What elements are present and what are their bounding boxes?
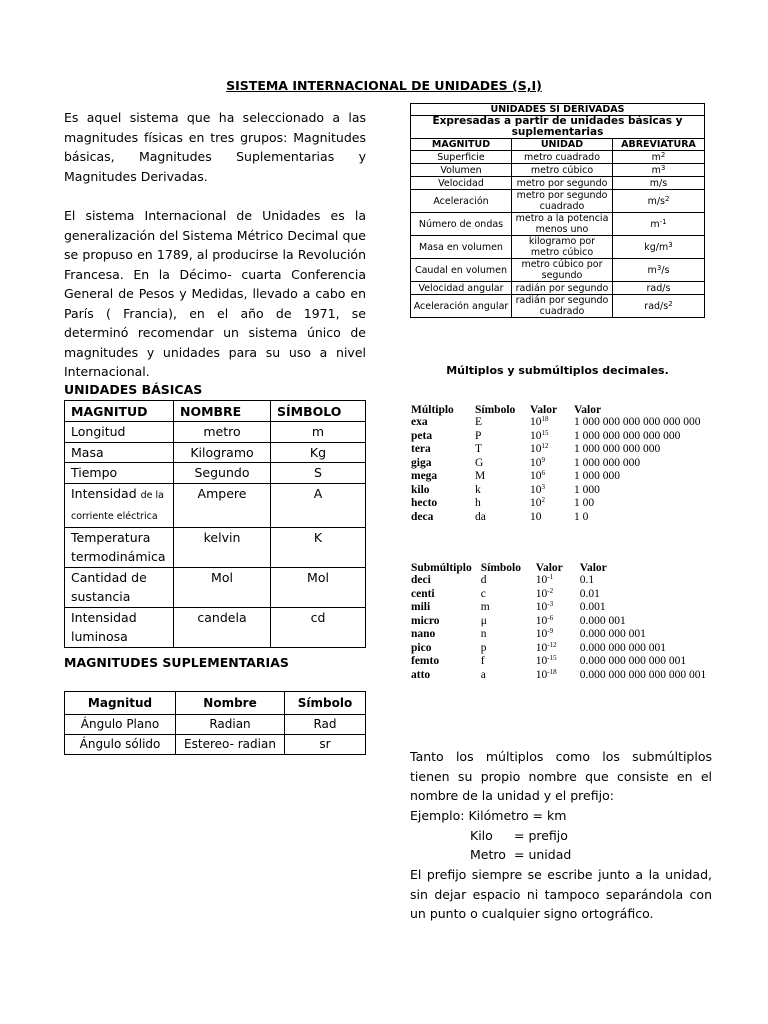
prefix-cell: deca [411, 510, 434, 523]
symbol-cell: K [271, 527, 366, 567]
power-cell [536, 642, 580, 656]
magnitude-cell: Volumen [411, 164, 512, 177]
prefix-cell: centi [411, 587, 435, 600]
abbreviation-tail: /s [661, 264, 670, 276]
magnitude-cell: Caudal en volumen [411, 259, 512, 282]
table-row [411, 574, 710, 588]
symbol-cell: da [475, 510, 486, 523]
symbol-cell: T [475, 443, 483, 455]
value-cell: 1 000 000 000 000 000 000 [574, 416, 701, 428]
symbol-cell: p [480, 641, 487, 654]
table-row [411, 470, 704, 484]
power-cell [530, 430, 574, 444]
kilo-meaning: = prefijo [514, 828, 568, 843]
symbol-cell: cd [271, 607, 366, 647]
table-row [65, 483, 366, 527]
abbreviation-exponent: 3 [656, 263, 662, 272]
power-cell [536, 669, 580, 683]
power-base: 10 [530, 470, 542, 482]
name-cell: Segundo [174, 463, 271, 484]
power-cell [530, 416, 574, 430]
kilo-line [470, 826, 710, 846]
column-header: UNIDAD [512, 139, 613, 151]
value-cell: 0.000 001 [579, 614, 626, 627]
power-exponent: 2 [541, 496, 545, 504]
power-base: 10 [530, 429, 542, 442]
name-cell: candela [174, 607, 271, 647]
prefix-cell: giga [411, 456, 432, 469]
power-exponent: -9 [547, 627, 554, 635]
table-row [411, 457, 704, 471]
abbreviation-text: rad/s [646, 282, 671, 294]
table-row [411, 236, 705, 259]
power-exponent: 3 [541, 482, 545, 491]
magnitude-cell: Intensidad luminosa [65, 607, 174, 647]
column-header: Valor [574, 404, 602, 416]
value-cell: 0.001 [579, 601, 606, 613]
symbol-cell: μ [480, 614, 487, 627]
power-exponent: 9 [541, 455, 545, 464]
magnitude-cell: Velocidad [411, 177, 512, 190]
table-row [411, 177, 705, 190]
power-exponent: -6 [547, 613, 554, 622]
unit-cell: radián por segundo cuadrado [512, 295, 613, 318]
table-row [411, 655, 710, 669]
table-row [65, 735, 366, 755]
column-header: Nombre [176, 692, 285, 715]
supplementary-table [64, 691, 366, 755]
table-row [411, 497, 704, 511]
symbol-cell: d [480, 574, 487, 586]
abbreviation-text: m [651, 151, 661, 163]
abbreviation-exponent: -1 [659, 217, 667, 226]
column-header: Símbolo [285, 692, 366, 715]
power-base: 10 [530, 497, 542, 509]
prefix-cell: atto [411, 668, 431, 681]
magnitude-cell: Ángulo Plano [65, 715, 176, 735]
column-header: Valor [579, 562, 607, 574]
unit-cell: kilogramo por metro cúbico [512, 236, 613, 259]
power-exponent: 12 [541, 442, 549, 450]
symbol-cell: h [475, 497, 481, 509]
abbreviation-cell [613, 295, 705, 318]
table-row [411, 190, 705, 213]
magnitude-text: Intensidad [71, 485, 137, 501]
column-header: Símbolo [480, 562, 521, 574]
table-header-row [411, 404, 704, 416]
symbol-cell: n [480, 628, 487, 640]
prefix-cell: micro [411, 614, 440, 627]
symbol-cell: m [480, 601, 490, 613]
power-base: 10 [535, 628, 548, 640]
abbreviation-text: m/s [647, 195, 665, 207]
basic-units-heading: UNIDADES BÁSICAS [64, 382, 203, 397]
column-header: Magnitud [65, 692, 176, 715]
table-row [65, 442, 366, 463]
table-row [411, 443, 704, 457]
power-exponent: 6 [541, 469, 545, 477]
value-cell: 0.000 000 001 [579, 628, 646, 640]
power-cell [536, 615, 580, 629]
metro-meaning: = unidad [514, 847, 572, 862]
prefix-cell: exa [411, 416, 428, 428]
table-row [411, 615, 710, 629]
power-cell [530, 457, 574, 471]
closing-paragraph: El prefijo siempre se escribe junto a la unidad, sin dejar espacio ni tampoco separándola con un punto o cualquier signo ortográfico. [410, 867, 712, 921]
symbol-cell: c [480, 587, 486, 600]
value-cell: 1 000 [574, 483, 600, 496]
multiples-title: Múltiplos y submúltiplos decimales. [446, 364, 669, 377]
power-exponent: 15 [541, 428, 549, 437]
abbreviation-cell [613, 282, 705, 295]
magnitude-cell: Aceleración angular [411, 295, 512, 318]
abbreviation-text: m [647, 264, 657, 276]
unit-cell: metro cuadrado [512, 151, 613, 164]
symbol-cell: G [475, 456, 484, 469]
power-exponent: -3 [547, 600, 554, 608]
prefix-cell: peta [411, 429, 433, 442]
submultiples-table [411, 562, 710, 682]
column-header: Valor [530, 404, 558, 416]
power-cell [536, 601, 580, 615]
magnitude-cell [65, 483, 174, 527]
symbol-cell: a [480, 668, 486, 681]
table-row [411, 642, 710, 656]
power-base: 10 [535, 668, 548, 681]
power-cell [530, 511, 574, 525]
symbol-cell: P [475, 429, 482, 442]
power-base: 10 [535, 601, 548, 613]
metro-line [470, 845, 710, 865]
symbol-cell: S [271, 463, 366, 484]
table-row [411, 484, 704, 498]
magnitude-note: de la corriente eléctrica [71, 489, 164, 522]
power-cell [530, 484, 574, 498]
unit-cell: metro cúbico [512, 164, 613, 177]
table-row [411, 164, 705, 177]
magnitude-cell: Cantidad de sustancia [65, 567, 174, 607]
derived-table-subtitle: Expresadas a partir de unidades básicas y suplementarias [411, 116, 705, 139]
kilo-term: Kilo [470, 828, 493, 843]
power-exponent: -1 [547, 573, 554, 581]
magnitude-cell: Longitud [65, 422, 174, 443]
page-title: SISTEMA INTERNACIONAL DE UNIDADES (S,I) [226, 78, 542, 93]
value-cell: 1 000 000 000 000 000 [574, 429, 681, 442]
prefix-cell: pico [411, 641, 432, 654]
value-cell: 1 00 [574, 497, 595, 509]
column-header: MAGNITUD [411, 139, 512, 151]
abbreviation-cell [613, 190, 705, 213]
derived-units-table [410, 103, 705, 318]
table-row [65, 715, 366, 735]
power-base: 10 [530, 456, 542, 469]
abbreviation-exponent: 3 [660, 163, 666, 172]
table-row [411, 151, 705, 164]
unit-cell: radián por segundo [512, 282, 613, 295]
value-cell: 0.1 [579, 574, 595, 586]
abbreviation-exponent: 2 [668, 299, 673, 308]
unit-cell: metro por segundo cuadrado [512, 190, 613, 213]
abbreviation-exponent: 2 [660, 150, 666, 159]
table-row [411, 628, 710, 642]
name-cell: metro [174, 422, 271, 443]
prefix-cell: tera [411, 443, 431, 455]
power-exponent: -15 [547, 654, 557, 662]
power-cell [530, 470, 574, 484]
value-cell: 1 0 [574, 510, 589, 523]
unit-cell: metro por segundo [512, 177, 613, 190]
symbol-cell: A [271, 483, 366, 527]
metro-term: Metro [470, 847, 506, 862]
prefix-cell: femto [411, 655, 440, 667]
column-header: Múltiplo [411, 404, 454, 416]
abbreviation-cell [613, 213, 705, 236]
table-row [411, 259, 705, 282]
power-cell [536, 574, 580, 588]
table-row [65, 463, 366, 484]
table-row [411, 430, 704, 444]
symbol-cell: Mol [271, 567, 366, 607]
symbol-cell: f [480, 655, 485, 667]
table-header-row [411, 562, 710, 574]
table-row [411, 282, 705, 295]
symbol-cell: M [475, 470, 486, 482]
prefix-explanation: Tanto los múltiplos como los submúltiplos tienen su propio nombre que consiste en el nombre de la unidad y el prefijo: [410, 749, 712, 803]
name-cell: Kilogramo [174, 442, 271, 463]
value-cell: 1 000 000 [574, 470, 620, 482]
symbol-cell: Kg [271, 442, 366, 463]
table-row [411, 213, 705, 236]
abbreviation-cell [613, 151, 705, 164]
value-cell: 0.01 [579, 587, 600, 600]
column-header: Valor [535, 562, 563, 574]
symbol-cell: k [475, 483, 481, 496]
multiples-table [411, 404, 704, 524]
table-row [65, 567, 366, 607]
prefix-cell: deci [411, 574, 431, 586]
power-exponent: 18 [541, 415, 549, 423]
power-cell [536, 628, 580, 642]
prefix-cell: hecto [411, 497, 438, 509]
magnitude-cell: Temperatura termodinámica [65, 527, 174, 567]
abbreviation-text: m [651, 164, 661, 176]
power-base: 10 [530, 416, 542, 428]
table-row [65, 607, 366, 647]
power-cell [536, 655, 580, 669]
power-base: 10 [535, 587, 548, 600]
name-cell: kelvin [174, 527, 271, 567]
value-cell: 0.000 000 000 001 [579, 641, 666, 654]
power-cell [536, 588, 580, 602]
column-header: Submúltiplo [411, 562, 472, 574]
power-base: 10 [535, 641, 548, 654]
symbol-cell: E [475, 416, 483, 428]
power-exponent: -18 [547, 667, 557, 676]
power-base: 10 [530, 443, 542, 455]
abbreviation-exponent: 2 [664, 194, 670, 203]
column-header: NOMBRE [174, 401, 271, 422]
abbreviation-text: m/s [649, 177, 668, 189]
magnitude-cell: Masa [65, 442, 174, 463]
table-row [65, 422, 366, 443]
prefix-cell: kilo [411, 483, 430, 496]
magnitude-cell: Aceleración [411, 190, 512, 213]
column-header: Símbolo [475, 404, 516, 416]
value-cell: 1 000 000 000 000 [574, 443, 661, 455]
table-row [411, 511, 704, 525]
abbreviation-cell [613, 259, 705, 282]
abbreviation-text: rad/s [644, 300, 669, 312]
name-cell: Radian [176, 715, 285, 735]
power-base: 10 [530, 510, 542, 523]
table-header-row [411, 139, 705, 151]
power-base: 10 [535, 614, 548, 627]
column-header: SÍMBOLO [271, 401, 366, 422]
value-cell: 1 000 000 000 [574, 456, 641, 469]
name-cell: Ampere [174, 483, 271, 527]
table-row [411, 669, 710, 683]
power-cell [530, 497, 574, 511]
magnitude-cell: Superficie [411, 151, 512, 164]
derived-table-title: UNIDADES SI DERIVADAS [411, 104, 705, 116]
unit-cell: metro a la potencia menos uno [512, 213, 613, 236]
power-cell [530, 443, 574, 457]
column-header: ABREVIATURA [613, 139, 705, 151]
table-row [411, 588, 710, 602]
value-cell: 0.000 000 000 000 000 001 [579, 668, 707, 681]
value-cell: 0.000 000 000 000 001 [579, 655, 687, 667]
basic-units-table [64, 400, 366, 648]
abbreviation-cell [613, 236, 705, 259]
table-header-row [65, 401, 366, 422]
table-row [411, 295, 705, 318]
power-base: 10 [535, 574, 548, 586]
supplementary-heading: MAGNITUDES SUPLEMENTARIAS [64, 655, 289, 670]
symbol-cell: m [271, 422, 366, 443]
abbreviation-text: m [650, 218, 660, 230]
name-cell: Mol [174, 567, 271, 607]
intro-paragraph: Es aquel sistema que ha seleccionado a las magnitudes físicas en tres grupos: Magnitudes básicas, Magnitudes Suplementarias y Magnitudes Derivadas. [64, 110, 366, 184]
power-base: 10 [530, 483, 542, 496]
magnitude-cell: Masa en volumen [411, 236, 512, 259]
table-row [411, 416, 704, 430]
magnitude-cell: Velocidad angular [411, 282, 512, 295]
abbreviation-text: kg/m [644, 241, 669, 253]
magnitude-cell: Tiempo [65, 463, 174, 484]
power-exponent: -2 [547, 586, 554, 595]
symbol-cell: sr [285, 735, 366, 755]
table-row [411, 601, 710, 615]
column-header: MAGNITUD [65, 401, 174, 422]
history-paragraph: El sistema Internacional de Unidades es la generalización del Sistema Métrico Decimal que se propuso en 1789, al producirse la Revolución Francesa. En la Décimo- cuarta Conferencia General de Pesos y Medidas, llevado a cabo en París ( Francia), en el año de 1971, se determinó recomendar un sistema único de magnitudes y unidades para su uso a nivel Internacional. [64, 208, 366, 379]
symbol-cell: Rad [285, 715, 366, 735]
magnitude-cell: Número de ondas [411, 213, 512, 236]
abbreviation-cell [613, 164, 705, 177]
example-line: Ejemplo: Kilómetro = km [410, 808, 567, 823]
magnitude-cell: Ángulo sólido [65, 735, 176, 755]
table-row [65, 527, 366, 567]
unit-cell: metro cúbico por segundo [512, 259, 613, 282]
name-cell: Estereo- radian [176, 735, 285, 755]
power-exponent: -12 [547, 640, 557, 649]
prefix-cell: nano [411, 628, 436, 640]
prefix-cell: mega [411, 470, 438, 482]
prefix-cell: mili [411, 601, 431, 613]
abbreviation-cell [613, 177, 705, 190]
power-base: 10 [535, 655, 548, 667]
table-header-row [65, 692, 366, 715]
abbreviation-exponent: 3 [668, 240, 673, 249]
